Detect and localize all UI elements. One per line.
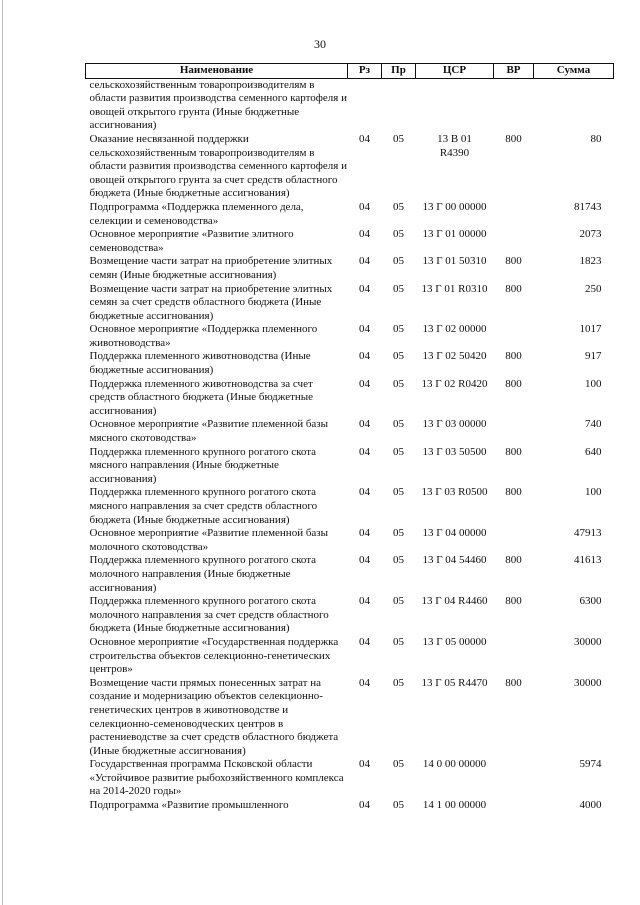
budget-table xyxy=(85,63,614,813)
cell-csr: 13 Г 05 00000 xyxy=(422,635,487,648)
table-row xyxy=(86,595,614,636)
cell-name: Подпрограмма «Развитие промышленного xyxy=(89,799,289,812)
cell-sum xyxy=(534,78,614,133)
cell-name: Поддержка племенного крупного рогатого скота молочного направления за счет средств областного бюджета (Иные бюджетные ассигнования) xyxy=(89,595,329,635)
header-pr: Пр xyxy=(382,64,416,79)
cell-name: Возмещение части затрат на приобретение элитных семян (Иные бюджетные ассигнования) xyxy=(89,255,333,281)
cell-sum: 1823 xyxy=(579,255,602,268)
cell-name: Основное мероприятие «Государственная поддержка строительства объектов селекционно-генетических центров» xyxy=(89,635,339,676)
cell-csr: 13 Г 05 R4470 xyxy=(421,676,488,689)
cell-rz: 04 xyxy=(359,282,370,295)
cell-pr: 05 xyxy=(393,635,404,648)
cell-name: Поддержка племенного животноводства за счет средств областного бюджета (Иные бюджетные ассигнования) xyxy=(89,377,314,417)
cell-sum: 1017 xyxy=(579,323,602,336)
cell-sum: 6300 xyxy=(579,595,602,608)
header-rz: Рз xyxy=(348,64,382,79)
cell-rz: 04 xyxy=(359,255,370,268)
cell-vr xyxy=(494,527,534,554)
table-row xyxy=(86,323,614,350)
cell-pr: 05 xyxy=(393,595,404,608)
cell-vr: 800 xyxy=(505,282,522,295)
cell-rz: 04 xyxy=(359,554,370,567)
cell-vr: 800 xyxy=(505,445,522,458)
cell-csr: 13 Г 01 00000 xyxy=(422,228,487,241)
cell-pr: 05 xyxy=(393,799,404,812)
cell-rz: 04 xyxy=(359,595,370,608)
cell-vr xyxy=(494,418,534,445)
cell-sum: 80 xyxy=(590,132,602,145)
cell-vr xyxy=(494,636,534,677)
cell-name: Возмещение части затрат на приобретение элитных семян за счет средств областного бюджета (Иные бюджетные ассигнования) xyxy=(89,282,333,322)
cell-name: сельскохозяйственным товаропроизводителям в области развития производства семенного картофеля и овощей открытого грунта (Иные бюджетные ассигнования) xyxy=(89,78,347,132)
cell-vr xyxy=(494,758,534,799)
table-row xyxy=(86,418,614,445)
cell-name: Поддержка племенного крупного рогатого скота мясного направления (Иные бюджетные ассигнования) xyxy=(89,445,317,485)
table-row xyxy=(86,133,614,201)
cell-name: Поддержка племенного животноводства (Иные бюджетные ассигнования) xyxy=(89,350,311,377)
cell-rz: 04 xyxy=(359,200,370,213)
cell-sum: 4000 xyxy=(579,799,602,812)
cell-name: Основное мероприятие «Развитие племенной базы молочного скотоводства» xyxy=(89,527,329,553)
cell-vr: 800 xyxy=(505,554,522,567)
cell-csr: 13 Г 01 R0310 xyxy=(421,282,488,295)
cell-name: Основное мероприятие «Поддержка племенного животноводства» xyxy=(89,323,318,349)
cell-vr: 800 xyxy=(505,132,522,145)
header-sum: Сумма xyxy=(534,64,614,79)
cell-name: Основное мероприятие «Развитие племенной базы мясного скотоводства» xyxy=(89,418,329,445)
cell-rz: 04 xyxy=(359,377,370,390)
cell-rz: 04 xyxy=(359,635,370,648)
cell-pr: 05 xyxy=(393,282,404,295)
cell-pr xyxy=(382,78,416,133)
cell-rz: 04 xyxy=(359,228,370,241)
cell-rz xyxy=(348,78,382,133)
cell-pr: 05 xyxy=(393,377,404,390)
cell-vr: 800 xyxy=(505,350,522,363)
table-row xyxy=(86,446,614,487)
table-row xyxy=(86,554,614,595)
cell-csr: 13 Г 03 00000 xyxy=(422,418,487,431)
cell-sum: 30000 xyxy=(574,635,602,648)
cell-csr: 13 Г 02 R0420 xyxy=(421,377,488,390)
table-row xyxy=(86,255,614,282)
cell-vr xyxy=(494,228,534,255)
table-row xyxy=(86,201,614,228)
cell-csr xyxy=(416,78,494,133)
table-row xyxy=(86,486,614,527)
cell-rz: 04 xyxy=(359,350,370,363)
cell-pr: 05 xyxy=(393,255,404,268)
cell-pr: 05 xyxy=(393,758,404,771)
cell-rz: 04 xyxy=(359,132,370,145)
cell-name: Возмещение части прямых понесенных затрат на создание и модернизацию объектов селекционно-генетических центров в животноводстве и селекционно-семеноводческих центров в растениеводстве за счет средств областного бюджета (Иные бюджетные ассигнования) xyxy=(89,676,339,757)
cell-sum: 740 xyxy=(585,418,602,431)
cell-sum: 640 xyxy=(585,445,602,458)
cell-csr: 13 Г 03 R0500 xyxy=(421,486,488,499)
cell-vr: 800 xyxy=(505,486,522,499)
cell-csr: 13 Г 02 50420 xyxy=(422,350,487,363)
cell-pr: 05 xyxy=(393,445,404,458)
table-body xyxy=(86,78,614,813)
cell-pr: 05 xyxy=(393,323,404,336)
cell-sum: 47913 xyxy=(574,527,602,540)
cell-pr: 05 xyxy=(393,527,404,540)
cell-sum: 5974 xyxy=(579,758,602,771)
table-row xyxy=(86,228,614,255)
cell-pr: 05 xyxy=(393,418,404,431)
cell-csr: 13 Г 04 54460 xyxy=(422,554,487,567)
cell-rz: 04 xyxy=(359,527,370,540)
cell-vr: 800 xyxy=(505,676,522,689)
cell-sum: 2073 xyxy=(579,228,602,241)
cell-vr xyxy=(494,78,534,133)
cell-sum: 917 xyxy=(585,350,602,363)
cell-rz: 04 xyxy=(359,445,370,458)
cell-vr: 800 xyxy=(505,595,522,608)
cell-name: Государственная программа Псковской области «Устойчивое развитие рыбохозяйственного комплекса на 2014-2020 годы» xyxy=(89,758,344,798)
cell-pr: 05 xyxy=(393,676,404,689)
table-row xyxy=(86,283,614,324)
cell-pr: 05 xyxy=(393,554,404,567)
table-row xyxy=(86,350,614,377)
cell-name: Подпрограмма «Поддержка племенного дела, селекции и семеноводства» xyxy=(89,200,304,227)
cell-name: Основное мероприятие «Развитие элитного семеноводства» xyxy=(89,228,294,254)
cell-pr: 05 xyxy=(393,350,404,363)
cell-rz: 04 xyxy=(359,676,370,689)
header-csr: ЦСР xyxy=(416,64,494,79)
cell-rz: 04 xyxy=(359,486,370,499)
cell-csr: 13 Г 04 00000 xyxy=(422,527,487,540)
cell-sum: 30000 xyxy=(574,676,602,689)
table-row xyxy=(86,636,614,677)
header-name: Наименование xyxy=(86,64,348,79)
cell-vr xyxy=(494,323,534,350)
cell-vr xyxy=(494,201,534,228)
cell-csr: 13 Г 01 50310 xyxy=(422,255,487,268)
cell-rz: 04 xyxy=(359,323,370,336)
scan-edge xyxy=(2,0,3,905)
table-row xyxy=(86,799,614,813)
cell-sum: 41613 xyxy=(574,554,602,567)
cell-pr: 05 xyxy=(393,486,404,499)
cell-rz: 04 xyxy=(359,758,370,771)
cell-csr: 13 Г 00 00000 xyxy=(422,200,487,213)
cell-sum: 100 xyxy=(585,377,602,390)
cell-vr: 800 xyxy=(505,255,522,268)
table-row xyxy=(86,677,614,759)
table-header xyxy=(86,64,614,79)
cell-sum: 81743 xyxy=(574,200,602,213)
table-row xyxy=(86,78,614,133)
cell-csr: 13 В 01 R4390 xyxy=(437,132,472,159)
table-row xyxy=(86,527,614,554)
cell-csr: 13 Г 04 R4460 xyxy=(421,595,488,608)
header-vr: ВР xyxy=(494,64,534,79)
cell-rz: 04 xyxy=(359,418,370,431)
cell-name: Поддержка племенного крупного рогатого скота мясного направления за счет средств областного бюджета (Иные бюджетные ассигнования) xyxy=(89,486,318,526)
table-row xyxy=(86,758,614,799)
cell-pr: 05 xyxy=(393,228,404,241)
cell-rz: 04 xyxy=(359,799,370,812)
cell-csr: 13 Г 03 50500 xyxy=(422,445,487,458)
cell-name: Оказание несвязанной поддержки сельскохозяйственным товаропроизводителям в области развития производства семенного картофеля и овощей открытого грунта за счет средств областного бюджета (Иные бюджетные ассигнования) xyxy=(89,132,347,200)
cell-sum: 100 xyxy=(585,486,602,499)
cell-vr: 800 xyxy=(505,377,522,390)
cell-name: Поддержка племенного крупного рогатого скота молочного направления (Иные бюджетные ассигнования) xyxy=(89,554,317,594)
table-row xyxy=(86,378,614,419)
cell-csr: 14 1 00 00000 xyxy=(422,799,487,812)
cell-csr: 14 0 00 00000 xyxy=(422,758,487,771)
page-number: 30 xyxy=(314,37,326,51)
cell-pr: 05 xyxy=(393,200,404,213)
cell-vr xyxy=(494,799,534,813)
cell-csr: 13 Г 02 00000 xyxy=(422,323,487,336)
cell-pr: 05 xyxy=(393,132,404,145)
cell-sum: 250 xyxy=(585,282,602,295)
